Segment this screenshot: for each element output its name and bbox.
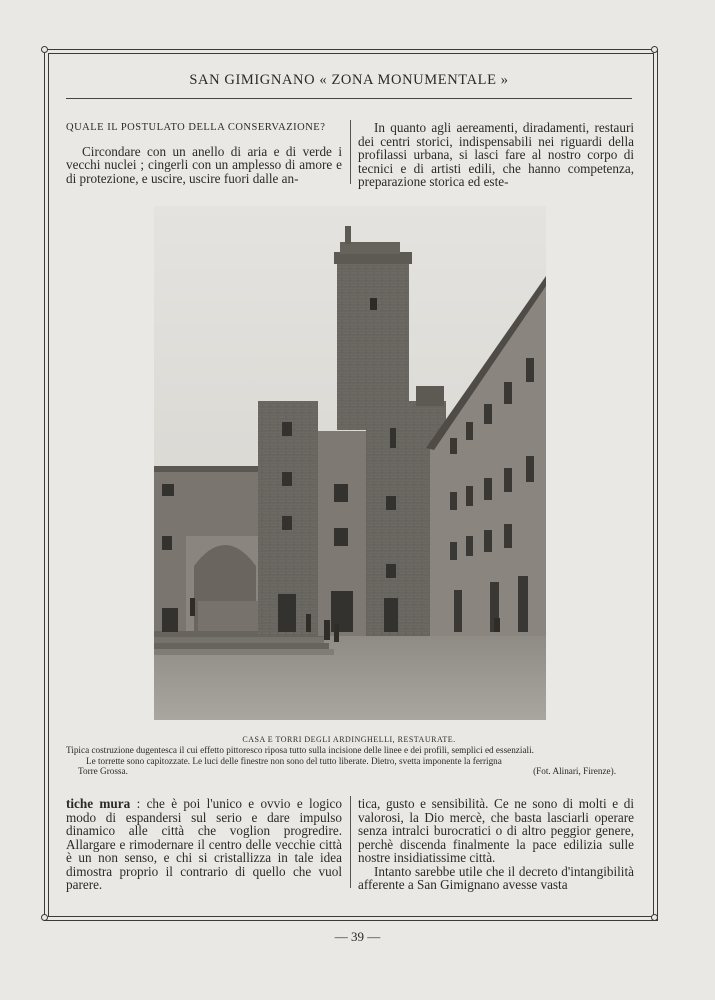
bottom-right-column	[358, 797, 634, 892]
frame-corner-ornament	[651, 914, 658, 921]
column-separator	[350, 796, 351, 888]
paragraph-text: : che è poi l'unico e ovvio e logico modo di espandersi sul serio e dare impulso dinamico alle città che voglion progredire. Allargare e rimodernare il centro delle vecchie città è un non senso, e chi si cristallizza in tale idea dimostra proprio il contrario di quello che vuol parere.	[66, 796, 343, 892]
top-left-paragraph: Circondare con un anello di aria e di verde i vecchi nuclei ; cingerli con un amplesso di amore e di protezione, e uscire, uscire fuori dalle an-	[66, 143, 342, 186]
bottom-left-paragraph	[66, 797, 342, 892]
bottom-right-paragraph: tica, gusto e sensibilità. Ce ne sono di molti e di valorosi, la Dio mercè, che basta lasciarli operare senza intralci burocratici o di altro peggior genere, perchè discenda finalmente la pace edilizia sulle nostre insidiatissime città.	[358, 796, 634, 865]
top-right-paragraph: In quanto agli aereamenti, diradamenti, restauri dei centri storici, indispensabili nei riguardi della profilassi urbana, si lasci fare al nostro corpo di tecnici e di artisti edili, che hanno competenza, preparazione storica ed este-	[358, 120, 634, 189]
column-separator	[350, 120, 351, 184]
caption-line: Le torrette sono capitozzate. Le luci delle finestre non sono del tutto liberate. Dietro, svetta imponente la ferrigna	[86, 755, 502, 766]
running-head: SAN GIMIGNANO « ZONA MONUMENTALE »	[189, 72, 509, 88]
bottom-left-column	[66, 797, 342, 892]
photo-credit: (Fot. Alinari, Firenze).	[533, 766, 616, 776]
head-rule	[66, 98, 632, 99]
frame-corner-ornament	[41, 914, 48, 921]
frame-corner-ornament	[651, 46, 658, 53]
top-right-column	[358, 121, 634, 189]
caption-line: Tipica costruzione dugentesca il cui effetto pittoresco riposa tutto sulla incisione delle linee e dei profili, semplici ed essenziali.	[66, 745, 534, 755]
top-left-column	[66, 121, 342, 185]
caption-body	[66, 745, 636, 777]
page-number: — 39 —	[334, 929, 381, 944]
caption-last-line	[66, 766, 636, 777]
caption-title: CASA E TORRI DEGLI ARDINGHELLI, RESTAURATE.	[242, 735, 456, 744]
section-subheading: QUALE IL POSTULATO DELLA CONSERVAZIONE?	[66, 122, 326, 133]
bold-lead: tiche mura	[66, 796, 131, 811]
frame-corner-ornament	[41, 46, 48, 53]
photograph-casa-torri-ardinghelli	[154, 206, 546, 720]
bottom-right-paragraph-2: Intanto sarebbe utile che il decreto d'intangibilità afferente a San Gimignano avesse vasta	[358, 863, 634, 892]
caption-line: Torre Grossa.	[78, 766, 128, 776]
tower-photo-illustration	[154, 206, 546, 720]
